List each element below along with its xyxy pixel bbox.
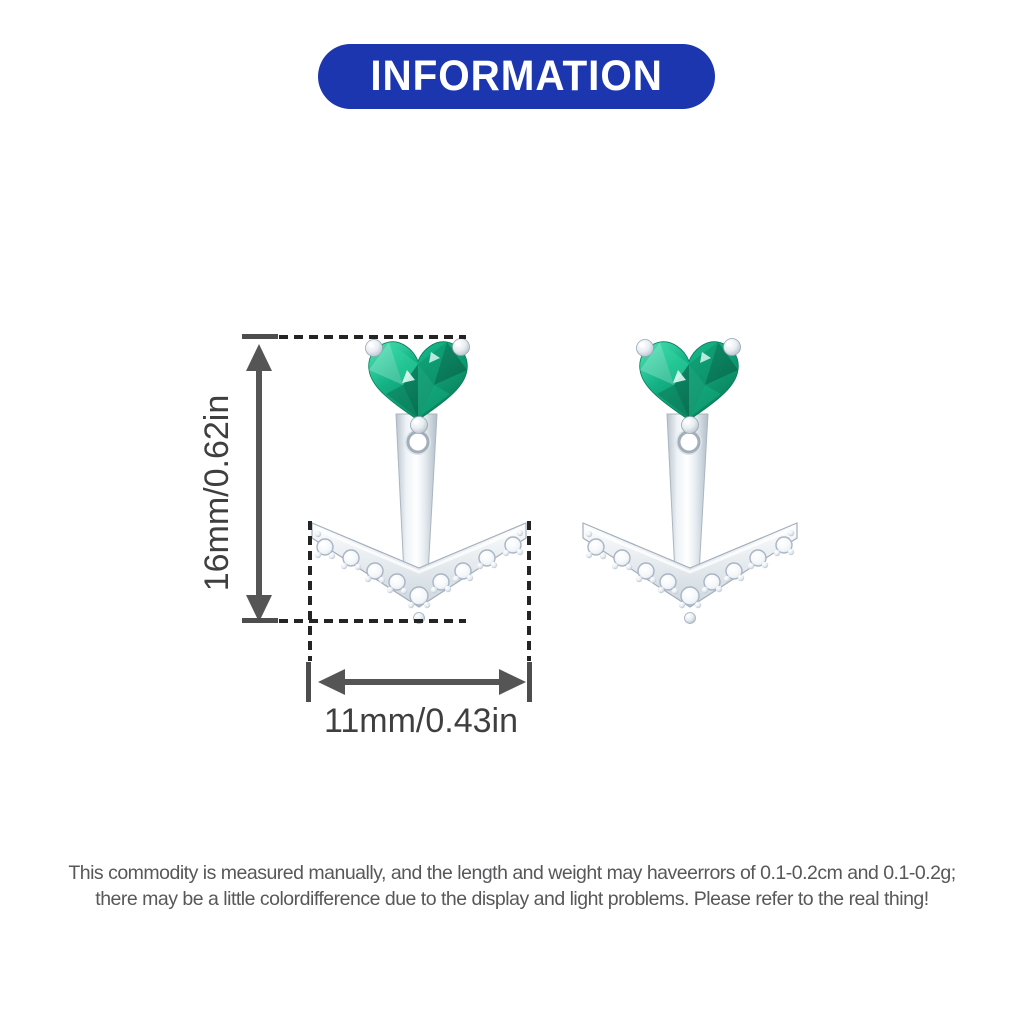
extension-line-right	[527, 521, 531, 661]
arrowhead-left-icon	[318, 669, 345, 695]
disclaimer-line1: This commodity is measured manually, and the length and weight may haveerrors of 0.1-0.2cm and 0.1-0.2g;	[68, 862, 956, 884]
earring-left-illustration	[304, 328, 534, 638]
disclaimer-line2: there may be a little colordifference due to the display and light problems. Please refer to the real thing!	[95, 888, 929, 910]
dimension-cap-right	[527, 662, 532, 702]
dimension-cap-bottom	[242, 618, 278, 623]
dimension-cap-top	[242, 334, 278, 339]
dimension-cap-left	[306, 662, 311, 702]
width-label: 11mm/0.43in	[323, 701, 519, 740]
disclaimer	[0, 860, 1024, 912]
arrowhead-up-icon	[246, 344, 272, 371]
width-arrow-shaft	[345, 679, 499, 685]
earring-right-illustration	[575, 328, 805, 638]
extension-line-left	[308, 521, 312, 661]
extension-line-top	[279, 335, 466, 339]
arrowhead-right-icon	[499, 669, 526, 695]
height-label: 16mm/0.62in	[197, 394, 236, 592]
information-banner	[318, 44, 715, 109]
information-banner-label: INFORMATION	[370, 52, 663, 100]
height-arrow-shaft	[256, 369, 262, 597]
